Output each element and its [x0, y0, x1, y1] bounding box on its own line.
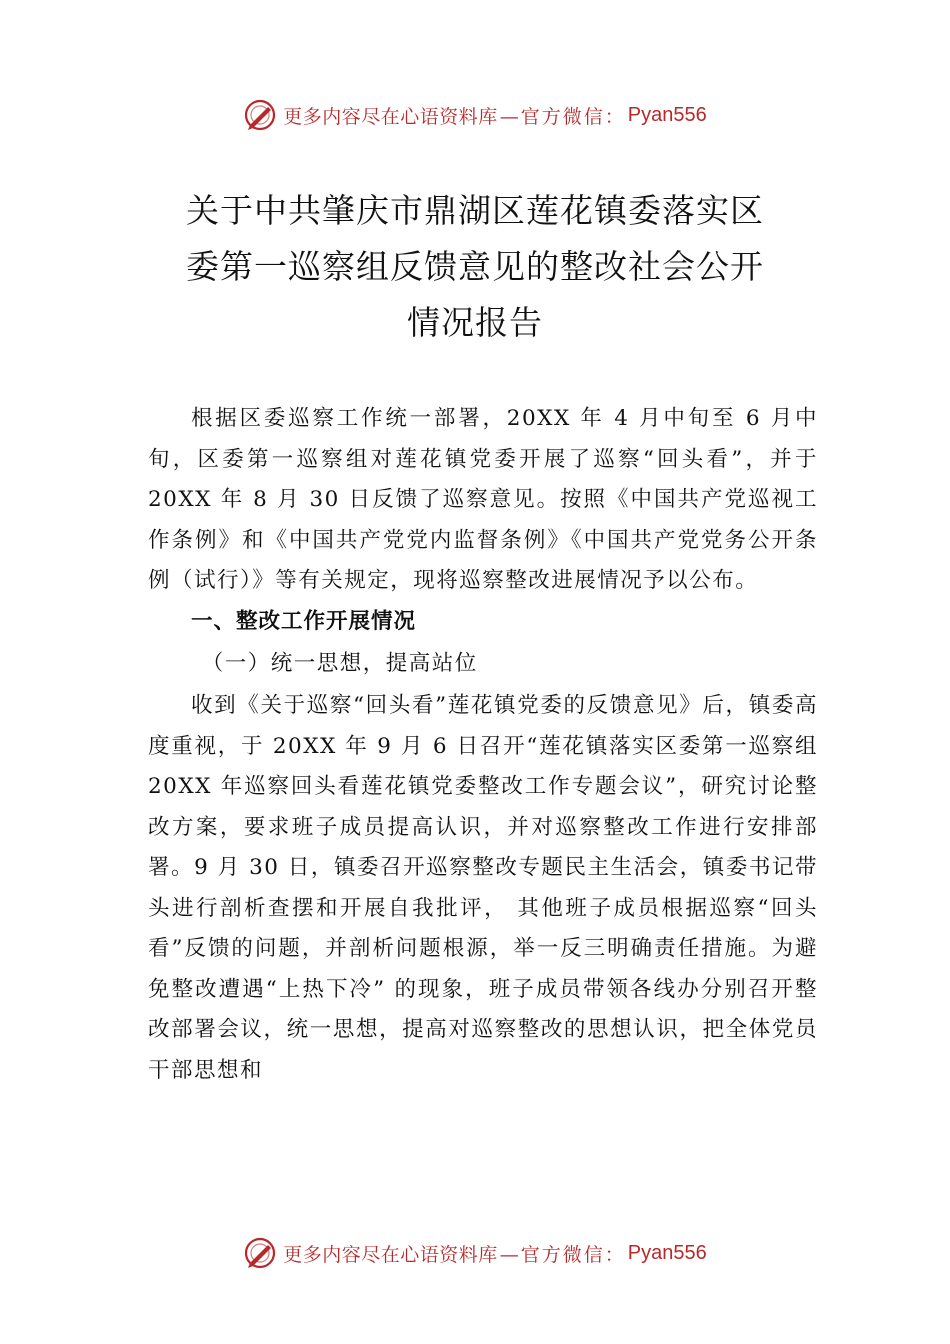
banner-brand-text: 更多内容尽在心语资料库 — [283, 105, 498, 128]
header-watermark — [0, 95, 950, 135]
subsection-heading: （一）统一思想，提高站位 — [201, 651, 478, 676]
footer-watermark — [0, 1233, 950, 1273]
document-title — [0, 183, 950, 351]
document-body — [148, 399, 818, 1091]
banner-wechat-id: Pyan556 — [627, 103, 707, 126]
banner-brand-text: 更多内容尽在心语资料库 — [283, 1243, 498, 1266]
banner-wechat-id: Pyan556 — [627, 1241, 707, 1264]
pen-logo-icon — [243, 1236, 277, 1270]
title-line-3: 情况报告 — [407, 303, 543, 342]
title-line-1: 关于中共肇庆市鼎湖区莲花镇委落实区 — [186, 191, 764, 230]
intro-paragraph: 根据区委巡察工作统一部署，20XX 年 4 月中旬至 6 月中旬，区委第一巡察组对莲花镇党委开展了巡察“回头看”，并于 20XX 年 8 月 30 日反馈了巡察意见。按照《中国共产党巡视工作条例》和《中国共产党党内监督条例》《中国共产党党务公开条例（试行）》等有关规定，现将巡察整改进展情况予以公布。 — [148, 406, 818, 593]
title-line-2: 委第一巡察组反馈意见的整改社会公开 — [186, 247, 764, 286]
section-heading: 一、整改工作开展情况 — [191, 608, 417, 634]
banner-channel-text: —官方微信： — [499, 105, 626, 128]
pen-logo-icon — [243, 98, 277, 132]
banner-channel-text: —官方微信： — [499, 1243, 626, 1266]
subsection-paragraph: 收到《关于巡察“回头看”莲花镇党委的反馈意见》后，镇委高度重视，于 20XX 年 9 月 6 日召开“莲花镇落实区委第一巡察组 20XX 年巡察回头看莲花镇党委整改工作专题会议”，研究讨论整改方案，要求班子成员提高认识，并对巡察整改工作进行安排部署。9 月 30 日，镇委召开巡察整改专题民主生活会，镇委书记带头进行剖析查摆和开展自我批评， 其他班子成员根据巡察“回头看”反馈的问题，并剖析问题根源，举一反三明确责任措施。为避免整改遭遇“上热下冷” 的现象，班子成员带领各线办分别召开整改部署会议，统一思想，提高对巡察整改的思想认识，把全体党员干部思想和 — [148, 693, 818, 1083]
